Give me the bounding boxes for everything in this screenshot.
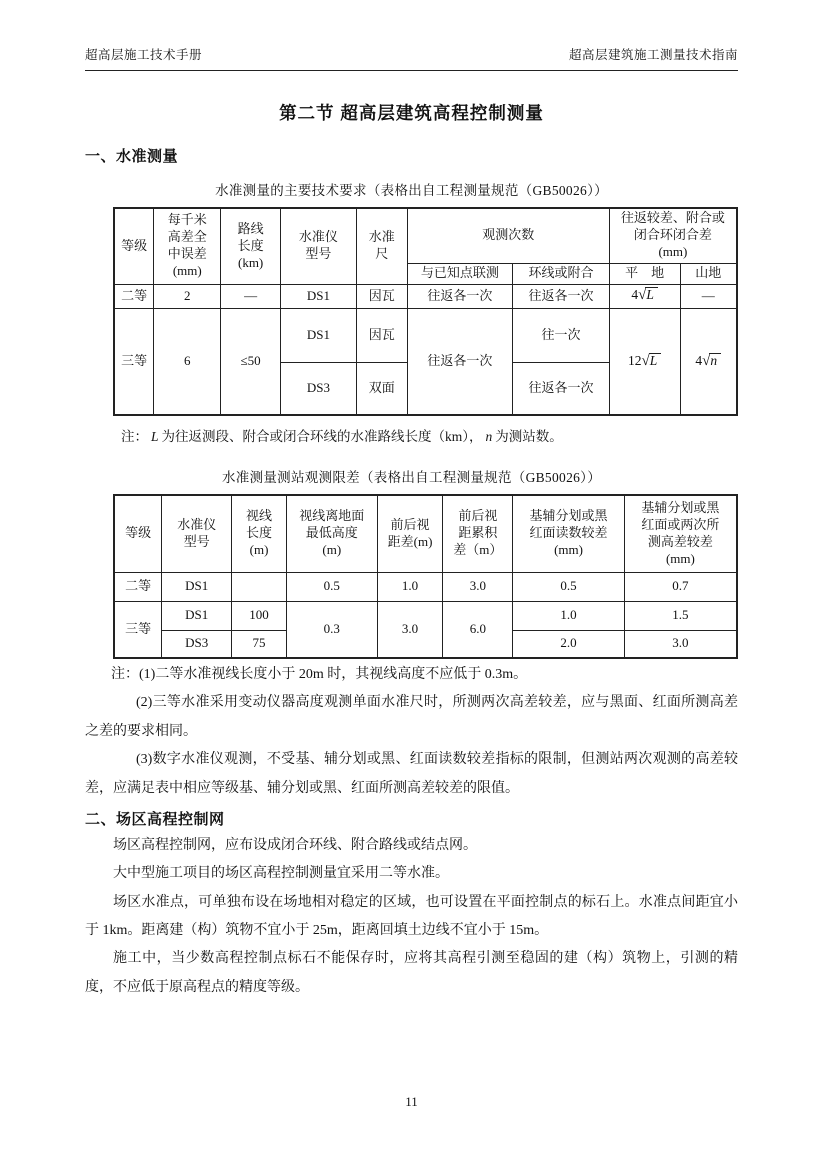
table-cell: 0.5 [513,572,625,601]
table-cell: 三等 [114,308,154,415]
t1-header-staff: 水准 尺 [356,208,407,284]
table-cell: DS1 [281,308,357,362]
table-cell: 因瓦 [356,308,407,362]
t1-subheader-loop: 环线或附合 [513,263,610,284]
page-header [85,0,738,71]
t2-header-min-height: 视线离地面 最低高度 (m) [286,495,377,572]
table-cell [232,572,287,601]
table-cell: 75 [232,630,287,658]
t1-header-grade: 等级 [114,208,154,284]
t2-header-instrument-model: 水准仪 型号 [162,495,232,572]
table-cell: DS1 [162,601,232,630]
t1-header-route-length: 路线 长度 (km) [221,208,281,284]
table-cell: 因瓦 [356,284,407,308]
page-number: 11 [405,1094,418,1109]
table-cell: 6.0 [443,601,513,658]
t1-subheader-mountain: 山地 [680,263,737,284]
t1-formula-flat-grade3: 12√L [609,308,680,415]
variable-L: L [151,429,159,444]
table2-caption: 水准测量测站观测限差（表格出自工程测量规范（GB50026）） [221,470,602,485]
table1-caption: 水准测量的主要技术要求（表格出自工程测量规范（GB50026）） [215,183,608,198]
t2-header-grade: 等级 [114,495,162,572]
t1-subheader-flat: 平 地 [609,263,680,284]
table2-note-3: (3)数字水准仪观测，不受基、辅分划或黑、红面读数较差指标的限制，但测站两次观测的高差较差，应满足表中相应等级基、辅分划或黑、红面所测高差较差的限值。 [85,752,738,796]
table-cell: 6 [154,308,221,415]
paragraph: 场区水准点，可单独布设在场地相对稳定的区域，也可设置在平面控制点的标石上。水准点间距宜小于 1km。距离建（构）筑物不宜小于 25m，距离回填土边线不宜小于 15m。 [85,894,738,938]
note-middle-text: 为往返测段、附合或闭合环线的水准路线长度（km）， [161,429,483,444]
table-cell: 100 [232,601,287,630]
t1-formula-flat-grade2: 4√L [609,284,680,308]
page-content [85,0,738,1002]
header-right-text: 超高层建筑施工测量技术指南 [568,48,738,62]
table-cell: 往一次 [513,308,610,362]
table-cell: 往返各一次 [513,284,610,308]
table-cell: 0.7 [624,572,737,601]
table-cell: DS3 [162,630,232,658]
note-suffix: 为测站数。 [495,429,563,444]
table2-note-1: 注：(1)二等水准视线长度小于 20m 时，其视线高度不应低于 0.3m。 [111,667,528,682]
paragraph: 施工中，当少数高程控制点标石不能保存时，应将其高程引测至稳固的建（构）筑物上，引测的精度，不应低于原高程点的精度等级。 [85,951,738,995]
table-cell: 三等 [114,601,162,658]
table-cell: 二等 [114,572,162,601]
table-cell: 往返各一次 [407,284,513,308]
table2-notes [85,661,738,803]
table-cell: 0.3 [286,601,377,658]
table-cell: ≤50 [221,308,281,415]
table-cell: 往返各一次 [407,308,513,415]
t2-header-sight-length: 视线 长度 (m) [232,495,287,572]
table2-note-2: (2)三等水准采用变动仪器高度观测单面水准尺时，所测两次高差较差，应与黑面、红面所测高差之差的要求相同。 [85,695,738,739]
t1-header-closure-tolerance: 往返较差、附合或 闭合环闭合差 (mm) [609,208,737,263]
table-cell: 往返各一次 [513,362,610,415]
table-cell: 二等 [114,284,154,308]
section2-paragraphs [85,832,738,1002]
table-cell: 3.0 [377,601,443,658]
t1-subheader-known-point: 与已知点联测 [407,263,513,284]
table-cell: 双面 [356,362,407,415]
leveling-requirements-table [113,207,738,416]
section-heading-site-elevation-network: 二、场区高程控制网 [85,811,225,829]
t2-header-reading-diff: 基辅分划或黑 红面读数较差 (mm) [513,495,625,572]
table-cell: DS1 [162,572,232,601]
note-prefix: 注： [121,429,148,444]
paragraph: 场区高程控制网，应布设成闭合环线、附合路线或结点网。 [113,838,477,854]
table-cell: 1.0 [377,572,443,601]
t1-header-instrument-model: 水准仪 型号 [281,208,357,284]
paragraph: 大中型施工项目的场区高程控制测量宜采用二等水准。 [113,866,449,882]
table-cell: 1.0 [513,601,625,630]
table-cell: DS3 [281,362,357,415]
header-left-text: 超高层施工技术手册 [85,48,203,62]
t2-header-height-diff: 基辅分划或黑 红面或两次所 测高差较差 (mm) [624,495,737,572]
table-cell: 3.0 [443,572,513,601]
table-cell: 0.5 [286,572,377,601]
table-cell: DS1 [281,284,357,308]
t1-header-observation-counts: 观测次数 [407,208,609,263]
table-cell: — [221,284,281,308]
page-title: 第二节 超高层建筑高程控制测量 [279,103,544,123]
section-heading-leveling: 一、水准测量 [85,148,179,165]
t1-formula-mountain-grade3: 4√n [680,308,737,415]
t1-header-error-per-km: 每千米 高差全 中误差 (mm) [154,208,221,284]
table-cell: 3.0 [624,630,737,658]
station-tolerance-table [113,494,738,659]
table1-note [121,425,738,445]
t2-header-cumulative-diff: 前后视 距累积 差（m） [443,495,513,572]
table-cell: 2 [154,284,221,308]
table-cell: — [680,284,737,308]
t2-header-sight-diff: 前后视 距差(m) [377,495,443,572]
variable-n: n [485,429,493,444]
table-cell: 2.0 [513,630,625,658]
table-cell: 1.5 [624,601,737,630]
